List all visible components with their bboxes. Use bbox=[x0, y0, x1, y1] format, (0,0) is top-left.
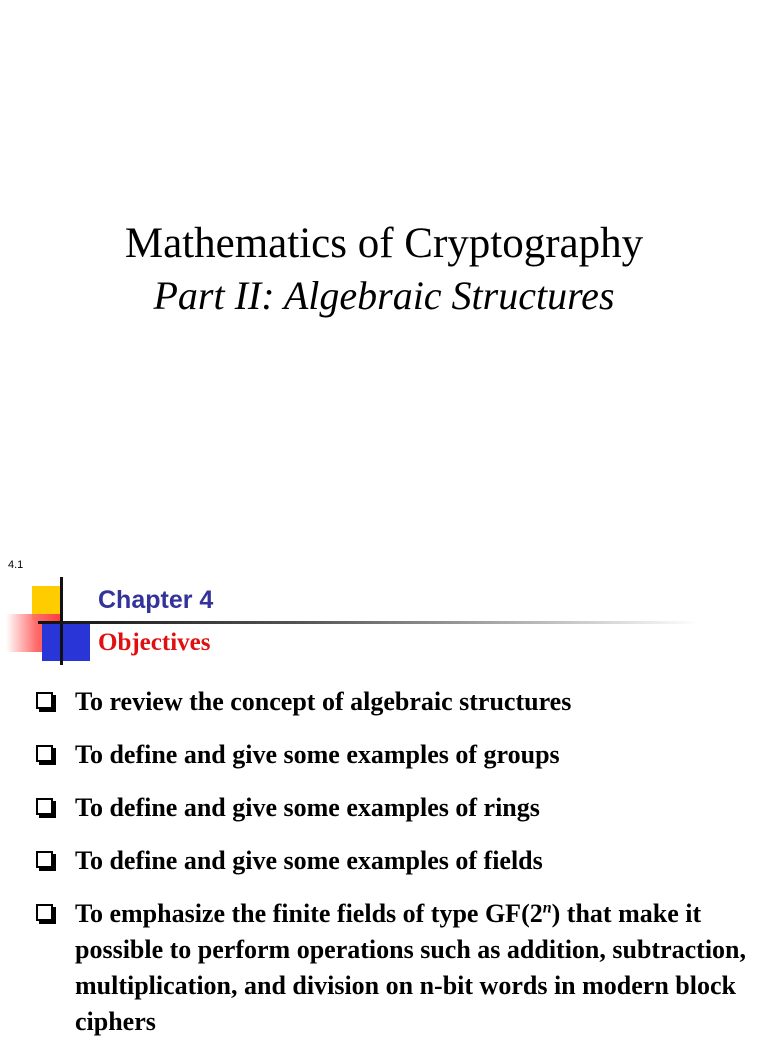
checkbox-bullet-icon bbox=[36, 692, 53, 709]
chapter-label: Chapter 4 bbox=[98, 586, 214, 614]
checkbox-bullet-icon bbox=[36, 851, 53, 868]
objective-text: To define and give some examples of fields bbox=[75, 846, 543, 875]
title-block bbox=[0, 218, 768, 322]
objectives-list bbox=[36, 684, 756, 1057]
objectives-heading: Objectives bbox=[98, 629, 211, 656]
list-item bbox=[36, 843, 756, 879]
objective-text: To define and give some examples of rings bbox=[75, 793, 540, 822]
list-item bbox=[36, 737, 756, 773]
objective-superscript: n bbox=[542, 899, 552, 917]
objective-text-finite-fields bbox=[75, 896, 756, 1040]
deco-horizontal-line bbox=[38, 621, 700, 624]
list-item bbox=[36, 684, 756, 720]
slide-subtitle: Part II: Algebraic Structures bbox=[153, 273, 615, 318]
page-number: 4.1 bbox=[8, 559, 24, 571]
list-item bbox=[36, 790, 756, 826]
deco-blue-square bbox=[42, 623, 90, 661]
checkbox-bullet-icon bbox=[36, 745, 53, 762]
objective-text: To define and give some examples of groups bbox=[75, 740, 560, 769]
checkbox-bullet-icon bbox=[36, 904, 53, 921]
objective-text: To review the concept of algebraic structures bbox=[75, 687, 572, 716]
slide-title: Mathematics of Cryptography bbox=[124, 220, 644, 267]
list-item bbox=[36, 896, 756, 1040]
checkbox-bullet-icon bbox=[36, 798, 53, 815]
objective-suffix: ) that make it possible to perform operations such as addition, subtraction, multiplication, and division on n-bit words in modern block ciphers bbox=[75, 899, 746, 1036]
objective-prefix: To emphasize the finite fields of type GF(2 bbox=[75, 899, 543, 928]
